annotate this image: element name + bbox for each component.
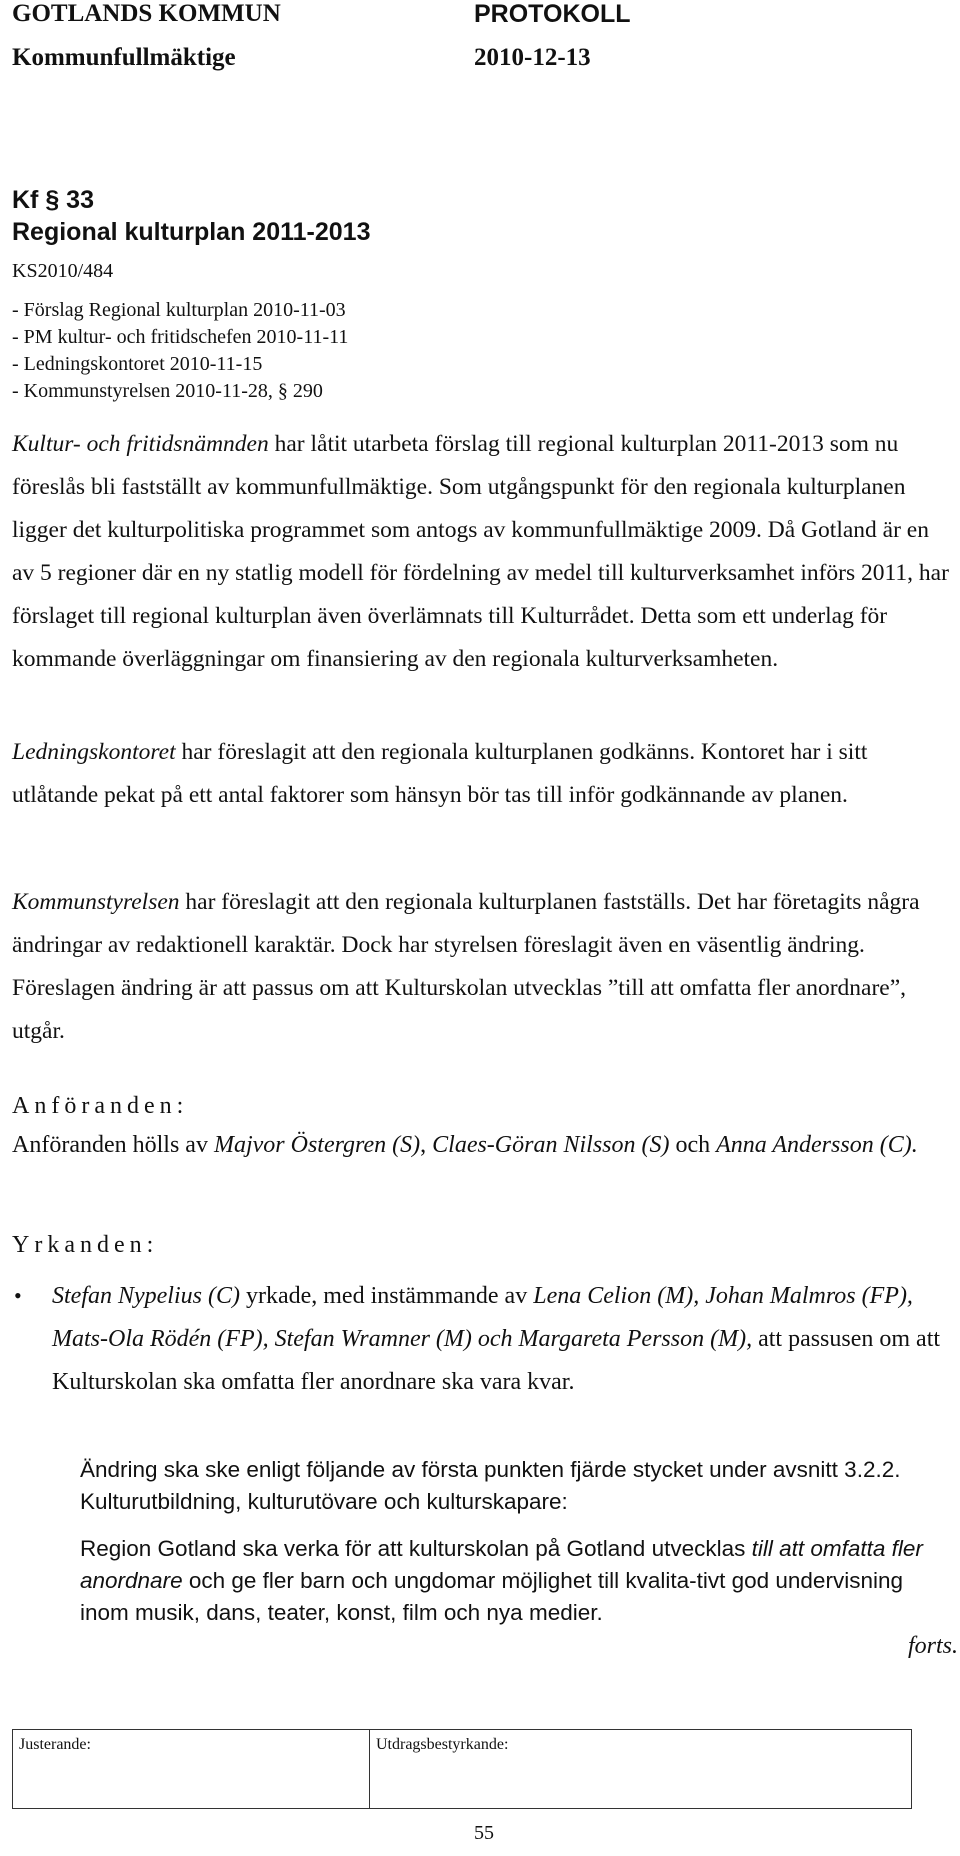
proposer-name: Stefan Nypelius (C) <box>52 1283 240 1309</box>
utdrag-cell <box>370 1730 912 1809</box>
org-name: GOTLANDS KOMMUN <box>12 0 281 27</box>
reference-item: - Kommunstyrelsen 2010-11-28, § 290 <box>12 380 323 402</box>
paragraph-text: har föreslagit att den regionala kulturplanen fastställs. Det har företagits några ändringar av redaktionell karaktär. Dock har styrelsen föreslagit även en väsentlig ändring. Föreslagen ändring är att passus om att Kulturskolan utvecklas ”till att omfatta fler anordnare”, utgår. <box>12 889 920 1044</box>
change-intro: Ändring ska ske enligt följande av första punkten fjärde stycket under avsnitt 3.2.2. Kulturutbildning, kulturutövare och kulturskapare: <box>80 1457 901 1514</box>
utdrag-label: Utdragsbestyrkande: <box>376 1736 509 1753</box>
meeting-date: 2010-12-13 <box>474 44 591 71</box>
justerande-label: Justerande: <box>19 1736 91 1753</box>
signature-table <box>12 1729 912 1809</box>
case-number: KS2010/484 <box>12 260 114 282</box>
separator: , <box>420 1132 433 1158</box>
anforanden-lead: Anföranden hölls av <box>12 1132 214 1158</box>
change-emphasis: till att omfatta fler anordnare <box>80 1536 923 1593</box>
anforanden-heading: Anföranden: <box>12 1093 189 1119</box>
change-text <box>80 1533 950 1629</box>
bullet-icon: • <box>14 1283 22 1308</box>
supporter-names: Lena Celion (M), Johan Malmros (FP), Mats-Ola Rödén (FP), Stefan Wramner (M) och Margareta Persson (M), <box>52 1283 913 1352</box>
paragraph-kommunstyrelsen <box>12 881 957 1053</box>
continued-note: forts. <box>907 1633 958 1659</box>
justerande-cell <box>13 1730 370 1809</box>
change-part: och ge fler barn och ungdomar möjlighet till kvalita-tivt god undervisning inom musik, dans, teater, konst, film och nya medier. <box>80 1568 903 1625</box>
actor-name: Ledningskontoret <box>12 739 176 765</box>
meeting-body: Kommunfullmäktige <box>12 44 236 71</box>
reference-item: - Ledningskontoret 2010-11-15 <box>12 353 263 375</box>
actor-name: Kultur- och fritidsnämnden <box>12 431 269 457</box>
paragraph-text: har låtit utarbeta förslag till regional kulturplan 2011-2013 som nu föreslås bli fastställt av kommunfullmäktige. Som utgångspunkt för den regionala kulturplanen ligger det kulturpolitiska programmet som antogs av kommunfullmäktige 2009. Då Gotland är en av 5 regioner där en ny statlig modell för fördelning av medel till kulturverksamhet införs 2011, har förslaget till regional kulturplan även överlämnats till Kulturrådet. Detta som ett underlag för kommande överläggningar om finansiering av den regionala kulturverksamheten. <box>12 431 949 672</box>
yrkanden-heading: Yrkanden: <box>12 1232 159 1258</box>
reference-list <box>12 297 348 405</box>
section-title: Regional kulturplan 2011-2013 <box>12 218 371 246</box>
paragraph-kultur-fritid <box>12 423 957 681</box>
speaker-name: Majvor Östergren (S) <box>213 1132 421 1158</box>
yrkande-part: att passusen om att Kulturskolan ska omfatta fler anordnare ska vara kvar. <box>52 1326 941 1395</box>
paragraph-text: har föreslagit att den regionala kulturplanen godkänns. Kontoret har i sitt utlåtande pekat på ett antal faktorer som hänsyn bör tas till inför godkännande av planen. <box>12 739 868 808</box>
conjunction: och <box>669 1132 717 1158</box>
page-number: 55 <box>474 1822 494 1844</box>
actor-name: Kommunstyrelsen <box>12 889 180 915</box>
speaker-name: Anna Andersson (C). <box>716 1132 918 1158</box>
change-part: Region Gotland ska verka för att kulturskolan på Gotland utvecklas <box>80 1536 752 1561</box>
paragraph-number: Kf § 33 <box>12 186 94 214</box>
yrkande-text <box>52 1275 952 1404</box>
yrkande-part: yrkade, med instämmande av <box>239 1283 534 1309</box>
speaker-name: Claes-Göran Nilsson (S) <box>432 1132 670 1158</box>
reference-item: - Förslag Regional kulturplan 2010-11-03 <box>12 299 346 321</box>
reference-item: - PM kultur- och fritidschefen 2010-11-11 <box>12 326 349 348</box>
doc-type: PROTOKOLL <box>474 0 631 28</box>
paragraph-ledningskontoret <box>12 731 957 817</box>
anforanden-text <box>12 1127 957 1163</box>
